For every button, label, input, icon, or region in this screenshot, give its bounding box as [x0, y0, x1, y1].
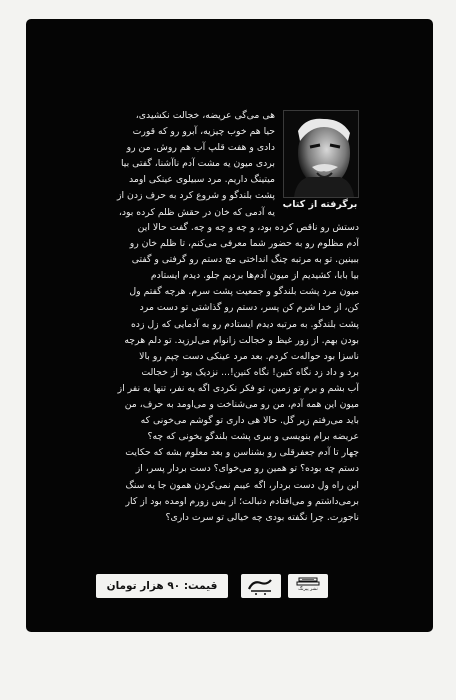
excerpt-line: بردی میون یه مشت آدم ناآشنا، گفتی بیا — [120, 158, 275, 170]
publisher-logo — [288, 574, 328, 598]
author-photo — [283, 110, 359, 198]
excerpt-line: پشت بلندگو. به مرتبه دیدم ایستادم رو به آدمایی که زل زده — [130, 318, 359, 330]
excerpt-line: این راه ول دست بردار، اگه عیبم نمی‌کردن همون جا یه سنگ — [125, 479, 359, 491]
excerpt-line: دستم چه بوده؟ تو همین رو می‌خوای؟ دست بردار پسر، از — [135, 463, 359, 475]
excerpt-top-block — [108, 108, 275, 228]
excerpt-line: هی می‌گی عریضه، خجالت نکشیدی، — [135, 110, 275, 121]
source-book-label: برگرفته از کتاب — [282, 199, 358, 210]
excerpt-line: دستش رو ناقص کرده بود، و چه و چه و چه. گفت حالا این — [137, 222, 359, 233]
excerpt-line: آب بشم و برم تو زمین، تو فکر نکردی اگه یه نفر، تنها یه نفر از — [117, 382, 359, 394]
excerpt-line: آدم مظلوم رو به حضور شما معرفی می‌کنم، تا ظلم خان رو — [129, 238, 359, 250]
excerpt-line: برمی‌داشتم و می‌افتادم دنبالت؛ از بس زورم اومده بود از کار — [125, 495, 359, 507]
excerpt-line: پشت بلندگو و شروع کرد به حرف زدن از — [117, 190, 275, 202]
publisher-name: نشر پیرنگ — [298, 587, 318, 592]
excerpt-body — [108, 220, 359, 526]
excerpt-line: کن، از خدا شرم کن پسر، دستم رو گذاشتی تو دست مرد — [139, 302, 359, 314]
excerpt-line: دادی و هفت قلپ آب هم روش. من رو — [126, 142, 275, 154]
excerpt-line: چهار تا آدم جعفرقلی رو بشناسن و بعد معلوم بشه که حکایت — [125, 447, 359, 459]
excerpt-line: ناجورت. چرا نگفته بودی چه خیالی تو سرت داری؟ — [165, 511, 359, 523]
excerpt-line: میون این همه آدم، من رو می‌شناخت و می‌اومد به حرف، من — [124, 399, 359, 411]
excerpt-line: ببینین. تو به مرتبه چنگ انداختی مچ دستم رو گرفتی و گفتی — [131, 254, 359, 266]
excerpt-line: حیا هم خوب چیزیه، آبرو رو که قورت — [132, 126, 275, 138]
excerpt-line: باید می‌رفتم زیر گل. حالا هی داری تو گوشم می‌خونی که — [140, 415, 359, 427]
imprint-logo-icon — [241, 574, 281, 598]
price-label: قیمت: ۹۰ هزار تومان — [96, 574, 228, 598]
excerpt-line: ناسزا بود حواله‌ت کردم. بعد مرد عینکی دست چپم رو بالا — [139, 350, 359, 362]
excerpt-line: عریضه برام بنویسی و ببری پشت بلندگو بخونی که چه؟ — [147, 431, 359, 443]
author-portrait-icon — [284, 111, 358, 197]
excerpt-line: بیا بابا، کشیدیم از میون آدم‌ها بردیم جلو. دیدم ایستادم — [150, 270, 359, 282]
excerpt-line: میتینگ داریم. مرد سبیلوی عینکی اومد — [128, 174, 275, 186]
excerpt-line: یه آدمی که خان در حقش ظلم کرده بود، — [118, 206, 275, 218]
imprint-logo — [241, 574, 281, 598]
excerpt-line: بودن بهم. از زور غیظ و خجالت زانوام می‌لرزید. تو دلم هرچه — [124, 334, 359, 346]
excerpt-line: میون مرد پشت بلندگو و جمعیت پشت سرم. هرچه گفتم ول — [129, 286, 359, 298]
excerpt-line: برد و داد زد نگاه کنین! نگاه کنین!... نزدیک بود از خجالت — [141, 366, 359, 378]
